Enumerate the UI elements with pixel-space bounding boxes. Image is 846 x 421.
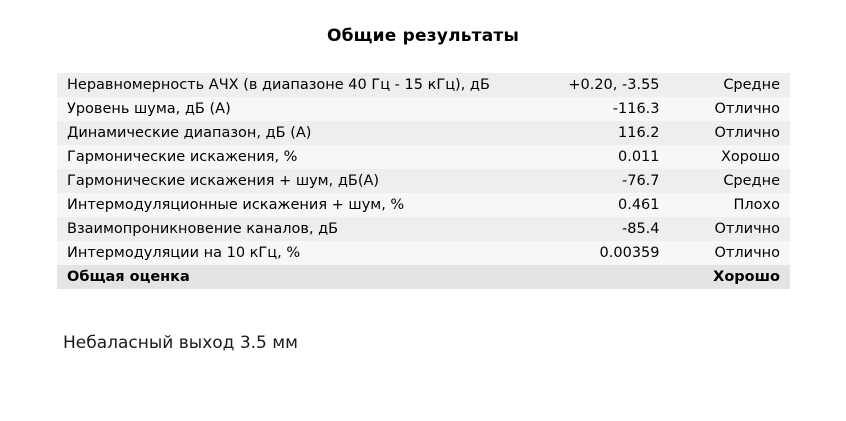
table-row <box>57 217 790 241</box>
table-row <box>57 193 790 217</box>
row-value: 0.011 <box>618 148 660 165</box>
row-value: 116.2 <box>618 124 660 141</box>
table-row <box>57 121 790 145</box>
row-value: -85.4 <box>621 220 660 237</box>
row-value: 0.461 <box>618 196 660 213</box>
row-parameter: Взаимопроникновение каналов, дБ <box>67 220 339 237</box>
table-row <box>57 145 790 169</box>
row-parameter: Гармонические искажения + шум, дБ(А) <box>67 172 380 189</box>
page-title: Общие результаты <box>326 26 520 46</box>
row-parameter: Интермодуляции на 10 кГц, % <box>67 244 301 261</box>
row-value: -76.7 <box>621 172 660 189</box>
row-rating: Средне <box>723 172 780 189</box>
row-parameter: Интермодуляционные искажения + шум, % <box>67 196 405 213</box>
results-table-body <box>57 73 790 289</box>
row-parameter: Гармонические искажения, % <box>67 148 298 165</box>
row-value: -116.3 <box>612 100 660 117</box>
output-caption: Небаласный выход 3.5 мм <box>63 333 298 353</box>
row-rating: Отлично <box>714 100 780 117</box>
row-rating: Плохо <box>733 196 780 213</box>
row-value: +0.20, -3.55 <box>568 76 660 93</box>
row-rating: Отлично <box>714 124 780 141</box>
table-row <box>57 73 790 97</box>
total-rating: Хорошо <box>713 268 780 285</box>
total-label: Общая оценка <box>67 268 190 285</box>
table-row <box>57 169 790 193</box>
row-rating: Средне <box>723 76 780 93</box>
row-rating: Хорошо <box>720 148 780 165</box>
table-row <box>57 241 790 265</box>
table-row <box>57 97 790 121</box>
row-parameter: Динамические диапазон, дБ (А) <box>67 124 312 141</box>
table-row-total <box>57 265 790 289</box>
row-rating: Отлично <box>714 220 780 237</box>
results-table <box>57 73 790 289</box>
total-value <box>527 265 673 289</box>
row-value: 0.00359 <box>599 244 660 261</box>
row-rating: Отлично <box>714 244 780 261</box>
row-parameter: Уровень шума, дБ (А) <box>67 100 231 117</box>
row-parameter: Неравномерность АЧХ (в диапазоне 40 Гц - 15 кГц), дБ <box>67 76 490 93</box>
